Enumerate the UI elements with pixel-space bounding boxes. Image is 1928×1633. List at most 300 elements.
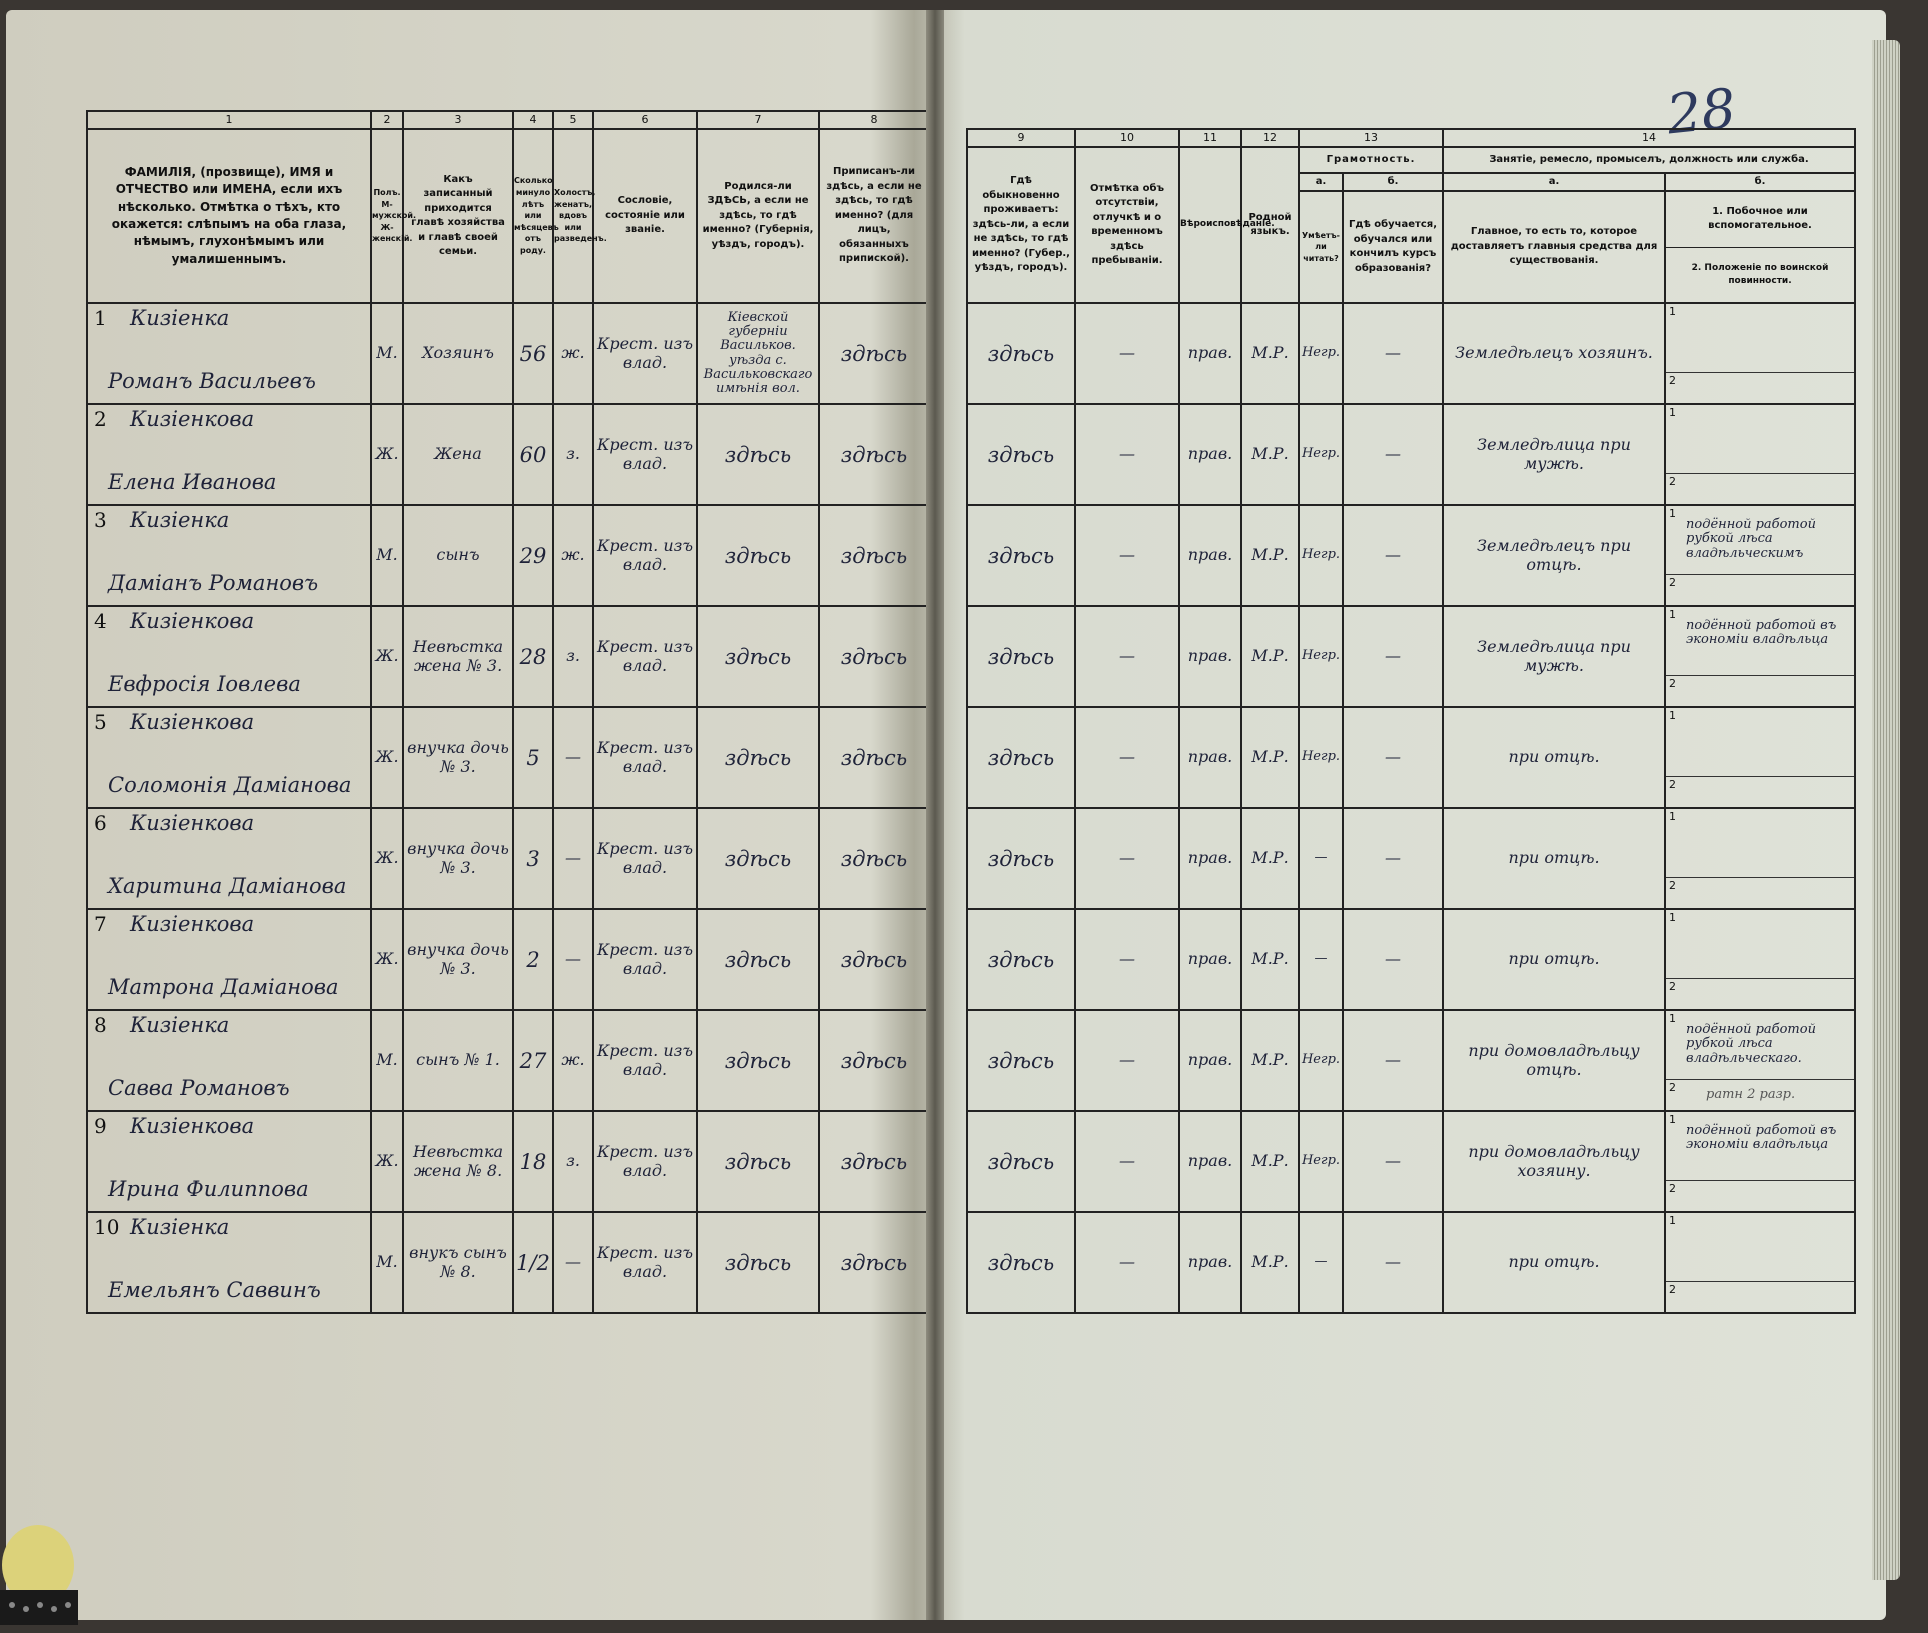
language-value: М.Р. [1251,444,1289,464]
registered-value: здѣсь [840,1048,908,1073]
literacy-value: Негр. [1301,345,1341,361]
cell-sex [371,1010,403,1111]
literacy-value: — [1314,1254,1328,1270]
cell-age [513,1010,553,1111]
cell-school [1343,1212,1443,1313]
estate-value: Крест. изъ влад. [596,839,694,877]
relation-value: Жена [434,444,482,464]
cell-occupation-main [1443,303,1665,404]
school-value: — [1385,949,1401,969]
cell-occupation-main [1443,909,1665,1010]
school-value: — [1385,1151,1401,1171]
table-row [87,707,929,808]
religion-value: прав. [1187,1252,1233,1272]
occupation-main-value: при отцѣ. [1508,1252,1600,1272]
side-job-slot [1666,1213,1854,1282]
cell-born [697,505,819,606]
sub-label: 2 [1669,980,1676,993]
cell-literate [1299,808,1343,909]
cell-age [513,303,553,404]
age-value: 28 [519,644,547,669]
cell-school [1343,1010,1443,1111]
cell-resides [967,505,1075,606]
relation-value: сынъ № 1. [416,1050,500,1070]
given-name: Елена Иванова [108,470,277,494]
header-language: Родной языкъ. [1241,147,1299,303]
cell-school [1343,909,1443,1010]
cell-resides [967,808,1075,909]
sub-label: 1 [1669,507,1676,520]
cell-religion [1179,909,1241,1010]
cell-relation [403,1111,513,1212]
cell-marital [553,1111,593,1212]
cell-marital [553,1010,593,1111]
header-side-job: 1. Побочное или вспомогательное. [1666,192,1854,248]
cell-occupation-side [1665,606,1855,707]
language-value: М.Р. [1251,747,1289,767]
cell-absence [1075,505,1179,606]
col-num: 1 [87,111,371,129]
cell-literate [1299,1212,1343,1313]
marital-value: — [565,848,581,868]
estate-value: Крест. изъ влад. [596,1142,694,1180]
religion-value: прав. [1187,545,1233,565]
cell-born [697,404,819,505]
side-job-value: подённой работой въ экономіи владѣльца [1686,1123,1837,1153]
col-num: 3 [403,111,513,129]
literacy-value: Негр. [1301,749,1341,765]
header-registered: Приписанъ-ли здѣсь, а если не здѣсь, то гдѣ именно? (для лицъ, обязанныхъ припиской). [819,129,929,303]
col-num: 2 [371,111,403,129]
marital-value: з. [566,646,580,666]
registered-value: здѣсь [840,442,908,467]
birthplace-value: здѣсь [724,1250,792,1275]
absence-value: — [1119,444,1135,464]
header-absence: Отмѣтка объ отсутствіи, отлучкѣ и о временномъ здѣсь пребываніи. [1075,147,1179,303]
header-name: ФАМИЛІЯ, (прозвище), ИМЯ и ОТЧЕСТВО или ИМЕНА, если ихъ нѣсколько. Отмѣтка о тѣхъ, кто окажется: слѣпымъ на оба глаза, нѣмымъ, глухонѣмымъ или умалишеннымъ. [87,129,371,303]
language-value: М.Р. [1251,545,1289,565]
cell-name [87,303,371,404]
cell-literate [1299,707,1343,808]
row-number: 7 [94,912,107,936]
surname: Кизіенкова [130,912,255,936]
military-slot [1666,373,1854,403]
sub-label: 2 [1669,778,1676,791]
header-religion: Вѣроисповѣданіе. [1179,147,1241,303]
military-slot [1666,979,1854,1009]
birthplace-value: здѣсь [724,644,792,669]
header-letter: а. [1443,173,1665,191]
cell-sex [371,1212,403,1313]
language-value: М.Р. [1251,949,1289,969]
language-value: М.Р. [1251,1252,1289,1272]
sub-label: 2 [1669,576,1676,589]
cell-relation [403,505,513,606]
header-occupation: Занятіе, ремесло, промыселъ, должность или служба. [1443,147,1855,173]
registered-value: здѣсь [840,543,908,568]
relation-value: сынъ [436,545,480,565]
row-number: 9 [94,1114,107,1138]
cell-relation [403,1212,513,1313]
cell-marital [553,909,593,1010]
side-job-slot [1666,1011,1854,1080]
absence-value: — [1119,1050,1135,1070]
sub-label: 1 [1669,305,1676,318]
cell-school [1343,707,1443,808]
language-value: М.Р. [1251,1050,1289,1070]
col-num: 7 [697,111,819,129]
cell-occupation-main [1443,404,1665,505]
cell-school [1343,606,1443,707]
birthplace-value: здѣсь [724,947,792,972]
sub-label: 2 [1669,879,1676,892]
sub-label: 1 [1669,810,1676,823]
cell-born [697,606,819,707]
cell-marital [553,808,593,909]
age-value: 2 [526,947,540,972]
cell-literate [1299,1010,1343,1111]
given-name: Соломонія Даміанова [108,773,352,797]
absence-value: — [1119,1151,1135,1171]
table-row [87,1010,929,1111]
school-value: — [1385,545,1401,565]
cell-absence [1075,606,1179,707]
given-name: Даміанъ Романовъ [108,571,319,595]
absence-value: — [1119,949,1135,969]
cell-marital [553,303,593,404]
header-relation: Какъ записанный приходится главѣ хозяйства и главѣ своей семьи. [403,129,513,303]
relation-value: внукъ сынъ № 8. [409,1243,507,1281]
cell-religion [1179,707,1241,808]
cell-registered [819,1010,929,1111]
cell-literate [1299,404,1343,505]
residence-value: здѣсь [987,341,1055,366]
cell-age [513,606,553,707]
cell-school [1343,404,1443,505]
cell-resides [967,707,1075,808]
cell-born [697,303,819,404]
side-job-value: подённой работой рубкой лѣса владѣльческимъ [1686,517,1816,561]
side-job-slot [1666,910,1854,979]
cell-estate [593,303,697,404]
absence-value: — [1119,848,1135,868]
school-value: — [1385,343,1401,363]
col-num: 8 [819,111,929,129]
cell-born [697,1111,819,1212]
religion-value: прав. [1187,1050,1233,1070]
header-literacy: Грамотность. [1299,147,1443,173]
header-letter: а. [1299,173,1343,191]
sex-value: Ж. [375,1151,399,1171]
column-number-row [87,111,929,129]
age-value: 18 [519,1149,547,1174]
cell-name [87,909,371,1010]
cell-absence [1075,1212,1179,1313]
cell-estate [593,505,697,606]
occupation-main-value: при отцѣ. [1508,949,1600,969]
residence-value: здѣсь [987,1048,1055,1073]
language-value: М.Р. [1251,1151,1289,1171]
registered-value: здѣсь [840,341,908,366]
religion-value: прав. [1187,848,1233,868]
surname: Кизіенкова [130,407,255,431]
cell-registered [819,404,929,505]
table-row [87,1111,929,1212]
surname: Кизіенка [130,1215,230,1239]
religion-value: прав. [1187,343,1233,363]
cell-literate [1299,909,1343,1010]
sub-label: 2 [1669,1283,1676,1296]
given-name: Емельянъ Саввинъ [108,1278,321,1302]
estate-value: Крест. изъ влад. [596,940,694,978]
cell-relation [403,808,513,909]
header-estate: Сословіе, состояніе или званіе. [593,129,697,303]
registered-value: здѣсь [840,1250,908,1275]
cell-age [513,707,553,808]
cell-occupation-main [1443,1111,1665,1212]
cell-name [87,1111,371,1212]
right-page [938,10,1886,1620]
cell-age [513,1212,553,1313]
left-page [6,10,931,1620]
table-row [967,303,1855,404]
cell-occupation-main [1443,808,1665,909]
residence-value: здѣсь [987,442,1055,467]
table-row [87,808,929,909]
cell-name [87,808,371,909]
cell-relation [403,909,513,1010]
relation-value: Невѣстка жена № 8. [412,1142,504,1180]
cell-occupation-side [1665,808,1855,909]
cell-registered [819,1111,929,1212]
cell-relation [403,1010,513,1111]
estate-value: Крест. изъ влад. [596,334,694,372]
occupation-main-value: Земледѣлица при мужѣ. [1477,637,1631,675]
sub-label: 2 [1669,677,1676,690]
side-job-slot [1666,809,1854,878]
religion-value: прав. [1187,444,1233,464]
sub-label: 1 [1669,1113,1676,1126]
cell-registered [819,909,929,1010]
cell-language [1241,505,1299,606]
military-slot [1666,1282,1854,1312]
row-number: 6 [94,811,107,835]
column-number-row [967,129,1855,147]
registered-value: здѣсь [840,846,908,871]
given-name: Романъ Васильевъ [108,369,316,393]
cell-language [1241,808,1299,909]
cell-occupation-side [1665,303,1855,404]
cell-relation [403,606,513,707]
cell-marital [553,707,593,808]
literacy-value: Негр. [1301,446,1341,462]
military-slot [1666,474,1854,504]
sub-label: 1 [1669,1012,1676,1025]
cell-name [87,606,371,707]
surname: Кизіенкова [130,710,255,734]
table-row [87,1212,929,1313]
occupation-main-value: при домовладѣльцу хозяину. [1468,1142,1640,1180]
col-num: 5 [553,111,593,129]
side-job-slot [1666,1112,1854,1181]
occupation-main-value: Земледѣлецъ хозяинъ. [1455,343,1653,363]
table-row [967,1111,1855,1212]
table-row [87,303,929,404]
birthplace-value: здѣсь [724,442,792,467]
cell-relation [403,303,513,404]
cell-estate [593,909,697,1010]
age-value: 1/2 [516,1250,550,1275]
cell-estate [593,404,697,505]
cell-age [513,909,553,1010]
col-num: 11 [1179,129,1241,147]
residence-value: здѣсь [987,1250,1055,1275]
header-resides: Гдѣ обыкновенно проживаетъ: здѣсь-ли, а если не здѣсь, то гдѣ именно? (Губер., уѣздъ, городъ). [967,147,1075,303]
literacy-value: — [1314,850,1328,866]
relation-value: внучка дочь № 3. [407,940,509,978]
military-slot [1666,575,1854,605]
cell-age [513,505,553,606]
cell-marital [553,505,593,606]
sub-label: 1 [1669,911,1676,924]
cell-language [1241,303,1299,404]
school-value: — [1385,646,1401,666]
cell-registered [819,808,929,909]
cell-occupation-side [1665,707,1855,808]
surname: Кизіенкова [130,1114,255,1138]
given-name: Евфросія Іовлева [108,672,301,696]
sub-label: 1 [1669,608,1676,621]
sub-label: 1 [1669,709,1676,722]
cell-literate [1299,606,1343,707]
cell-absence [1075,404,1179,505]
age-value: 56 [519,341,547,366]
cell-relation [403,707,513,808]
relation-value: Хозяинъ [422,343,494,363]
header-occupation-side [1665,191,1855,303]
sex-value: Ж. [375,444,399,464]
census-table-right [966,128,1856,1314]
header-military: 2. Положеніе по воинской повинности. [1691,262,1829,286]
open-ledger-book [6,10,1886,1620]
relation-value: Невѣстка жена № 3. [412,637,504,675]
registered-value: здѣсь [840,947,908,972]
page-number: 28 [1664,76,1740,147]
occupation-main-value: при отцѣ. [1508,848,1600,868]
absence-value: — [1119,646,1135,666]
cell-relation [403,404,513,505]
residence-value: здѣсь [987,745,1055,770]
table-row [967,1010,1855,1111]
cell-marital [553,1212,593,1313]
occupation-main-value: Земледѣлица при мужѣ. [1477,435,1631,473]
cell-literate [1299,1111,1343,1212]
occupation-main-value: при домовладѣльцу отцѣ. [1468,1041,1640,1079]
cell-absence [1075,1111,1179,1212]
cell-resides [967,1010,1075,1111]
cell-religion [1179,505,1241,606]
cell-sex [371,909,403,1010]
registered-value: здѣсь [840,644,908,669]
religion-value: прав. [1187,949,1233,969]
cell-school [1343,1111,1443,1212]
language-value: М.Р. [1251,343,1289,363]
cell-born [697,1010,819,1111]
cell-language [1241,909,1299,1010]
sex-value: Ж. [375,848,399,868]
cell-occupation-main [1443,505,1665,606]
table-row [87,606,929,707]
cell-absence [1075,808,1179,909]
birthplace-value: Кіевской губерніи Васильков. уѣзда с. Васильковскаго имѣнія вол. [703,309,813,397]
military-value: ратн 2 разр. [1706,1087,1796,1102]
cell-resides [967,909,1075,1010]
sex-value: Ж. [375,949,399,969]
birthplace-value: здѣсь [724,1048,792,1073]
table-row [967,1212,1855,1313]
cell-occupation-side [1665,505,1855,606]
cell-religion [1179,1010,1241,1111]
cell-school [1343,505,1443,606]
given-name: Харитина Даміанова [108,874,347,898]
cell-occupation-side [1665,1111,1855,1212]
sex-value: М. [376,343,398,363]
estate-value: Крест. изъ влад. [596,435,694,473]
col-num: 12 [1241,129,1299,147]
cell-born [697,707,819,808]
cell-religion [1179,303,1241,404]
side-job-slot [1666,405,1854,474]
language-value: М.Р. [1251,646,1289,666]
cell-occupation-side [1665,1212,1855,1313]
residence-value: здѣсь [987,644,1055,669]
age-value: 60 [519,442,547,467]
relation-value: внучка дочь № 3. [407,839,509,877]
military-slot [1666,1080,1854,1110]
table-row [967,404,1855,505]
residence-value: здѣсь [987,846,1055,871]
school-value: — [1385,848,1401,868]
cell-sex [371,404,403,505]
cell-language [1241,606,1299,707]
cell-sex [371,1111,403,1212]
sub-label: 2 [1669,374,1676,387]
cell-absence [1075,303,1179,404]
row-number: 2 [94,407,107,431]
cell-name [87,404,371,505]
row-number: 5 [94,710,107,734]
header-born: Родился-ли ЗДѢСЬ, а если не здѣсь, то гдѣ именно? (Губернія, уѣздъ, городъ). [697,129,819,303]
row-number: 8 [94,1013,107,1037]
absence-value: — [1119,545,1135,565]
cell-sex [371,707,403,808]
row-number: 1 [94,306,107,330]
table-row [87,909,929,1010]
given-name: Савва Романовъ [108,1076,290,1100]
cell-registered [819,606,929,707]
col-num: 14 [1443,129,1855,147]
cell-religion [1179,606,1241,707]
cell-registered [819,505,929,606]
cell-registered [819,707,929,808]
cell-registered [819,1212,929,1313]
marital-value: ж. [561,545,585,565]
birthplace-value: здѣсь [724,745,792,770]
cell-resides [967,404,1075,505]
given-name: Матрона Даміанова [108,975,339,999]
cell-resides [967,606,1075,707]
cell-registered [819,303,929,404]
